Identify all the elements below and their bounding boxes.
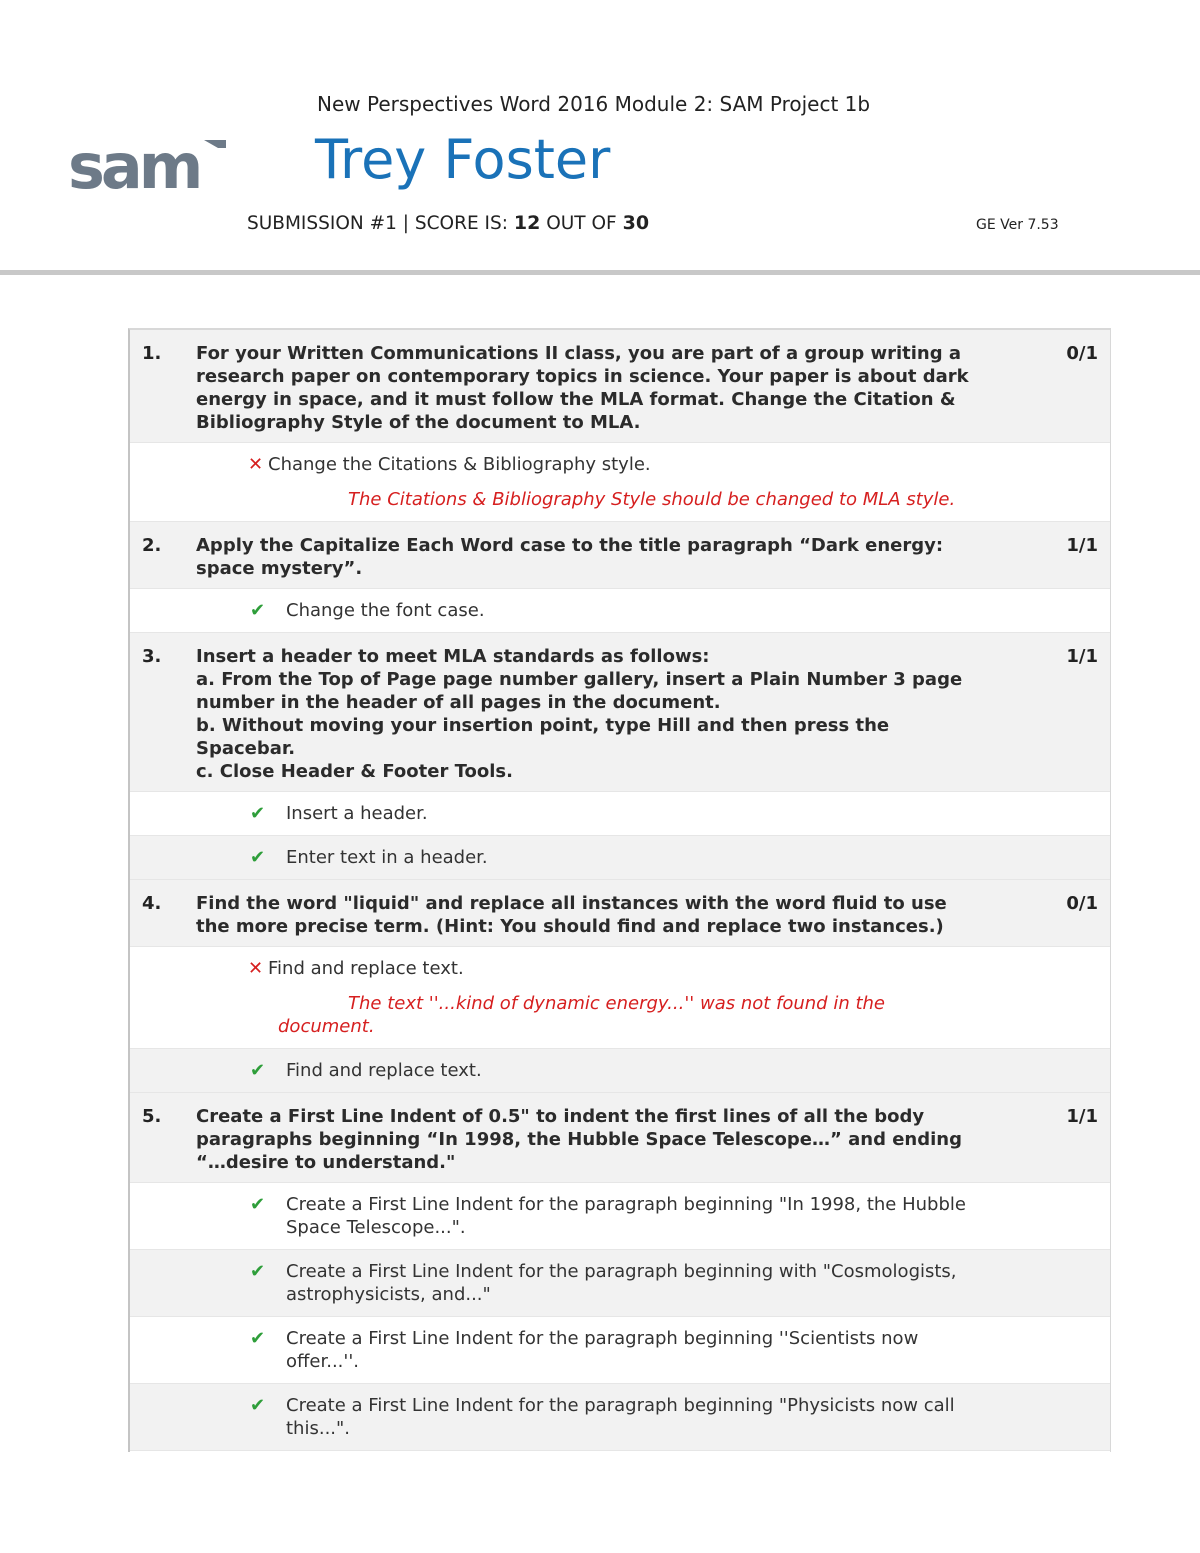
check-description: Create a First Line Indent for the paragraph beginning with "Cosmologists, astrophysicists, and..." bbox=[286, 1261, 957, 1305]
task-row bbox=[130, 633, 1110, 792]
check-row bbox=[130, 1183, 1110, 1250]
check-row bbox=[130, 443, 1110, 522]
error-feedback: The Citations & Bibliography Style should be changed to MLA style. bbox=[348, 489, 956, 510]
task-row bbox=[130, 1093, 1110, 1183]
out-of-label: OUT OF bbox=[546, 213, 617, 234]
student-name: Trey Foster bbox=[315, 128, 611, 191]
submission-label: SUBMISSION #1 | SCORE IS: bbox=[247, 213, 508, 234]
task-instruction: Create a First Line Indent of 0.5" to indent the first lines of all the body paragraphs beginning “In 1998, the Hubble Space Telescope…” and ending “…desire to understand." bbox=[196, 1106, 962, 1173]
check-row bbox=[130, 589, 1110, 633]
check-description: Enter text in a header. bbox=[286, 847, 488, 868]
check-icon: ✔ bbox=[250, 1328, 266, 1349]
check-description: Change the Citations & Bibliography style. bbox=[268, 454, 651, 475]
check-description: Change the font case. bbox=[286, 600, 485, 621]
task-row bbox=[130, 880, 1110, 947]
check-description: Find and replace text. bbox=[268, 958, 464, 979]
check-icon: ✔ bbox=[250, 1060, 266, 1081]
check-row bbox=[130, 1049, 1110, 1093]
report-header bbox=[0, 0, 1200, 276]
cross-icon: ✕ bbox=[248, 454, 264, 475]
task-report bbox=[128, 328, 1111, 1452]
check-description: Create a First Line Indent for the paragraph beginning "In 1998, the Hubble Space Telescope...". bbox=[286, 1194, 966, 1238]
check-row bbox=[130, 947, 1110, 1049]
check-row bbox=[130, 1384, 1110, 1451]
task-instruction-line: Insert a header to meet MLA standards as follows: bbox=[196, 646, 710, 667]
check-description: Create a First Line Indent for the paragraph beginning "Physicists now call this...". bbox=[286, 1395, 955, 1439]
task-instruction: Apply the Capitalize Each Word case to the title paragraph “Dark energy: space mystery”. bbox=[196, 535, 944, 579]
task-number: 5. bbox=[142, 1106, 162, 1127]
task-instruction-line: b. Without moving your insertion point, type Hill and then press the Spacebar. bbox=[196, 715, 890, 759]
score-value: 12 bbox=[513, 212, 541, 234]
task-number: 2. bbox=[142, 535, 162, 556]
project-title: New Perspectives Word 2016 Module 2: SAM Project 1b bbox=[317, 92, 871, 116]
task-number: 4. bbox=[142, 893, 162, 914]
check-icon: ✔ bbox=[250, 1261, 266, 1282]
check-icon: ✔ bbox=[250, 803, 266, 824]
task-number: 1. bbox=[142, 343, 162, 364]
sam-logo bbox=[68, 130, 233, 194]
task-score: 1/1 bbox=[1066, 646, 1098, 667]
check-row bbox=[130, 1250, 1110, 1317]
check-row bbox=[130, 836, 1110, 880]
task-instruction: Find the word "liquid" and replace all instances with the word fluid to use the more precise term. (Hint: You should find and replace two instances.) bbox=[196, 893, 947, 937]
check-description: Create a First Line Indent for the paragraph beginning ''Scientists now offer...''. bbox=[286, 1328, 919, 1372]
task-instruction-line: c. Close Header & Footer Tools. bbox=[196, 761, 513, 782]
check-description: Find and replace text. bbox=[286, 1060, 482, 1081]
check-icon: ✔ bbox=[250, 600, 266, 621]
cross-icon: ✕ bbox=[248, 958, 264, 979]
task-instruction-line: a. From the Top of Page page number gallery, insert a Plain Number 3 page number in the header of all pages in the document. bbox=[196, 669, 963, 713]
task-score: 0/1 bbox=[1066, 893, 1098, 914]
task-score: 1/1 bbox=[1066, 535, 1098, 556]
header-divider bbox=[0, 270, 1200, 275]
score-total: 30 bbox=[622, 212, 650, 234]
task-score: 0/1 bbox=[1066, 343, 1098, 364]
task-row bbox=[130, 330, 1110, 443]
check-row bbox=[130, 1317, 1110, 1384]
check-icon: ✔ bbox=[250, 1395, 266, 1416]
error-feedback: The text ''...kind of dynamic energy...'' was not found in the document. bbox=[278, 993, 886, 1037]
check-icon: ✔ bbox=[250, 1194, 266, 1215]
task-row bbox=[130, 522, 1110, 589]
check-icon: ✔ bbox=[250, 847, 266, 868]
task-number: 3. bbox=[142, 646, 162, 667]
version-label: GE Ver 7.53 bbox=[976, 217, 1059, 233]
check-row bbox=[130, 792, 1110, 836]
task-instruction bbox=[196, 645, 986, 783]
task-score: 1/1 bbox=[1066, 1106, 1098, 1127]
task-instruction: For your Written Communications II class, you are part of a group writing a research paper on contemporary topics in science. Your paper is about dark energy in space, and it must follow the MLA format. Change the Citation & Bibliography Style of the document to MLA. bbox=[196, 343, 969, 433]
score-summary bbox=[247, 212, 649, 234]
check-description: Insert a header. bbox=[286, 803, 428, 824]
sam-logo-text: sam bbox=[68, 130, 200, 194]
